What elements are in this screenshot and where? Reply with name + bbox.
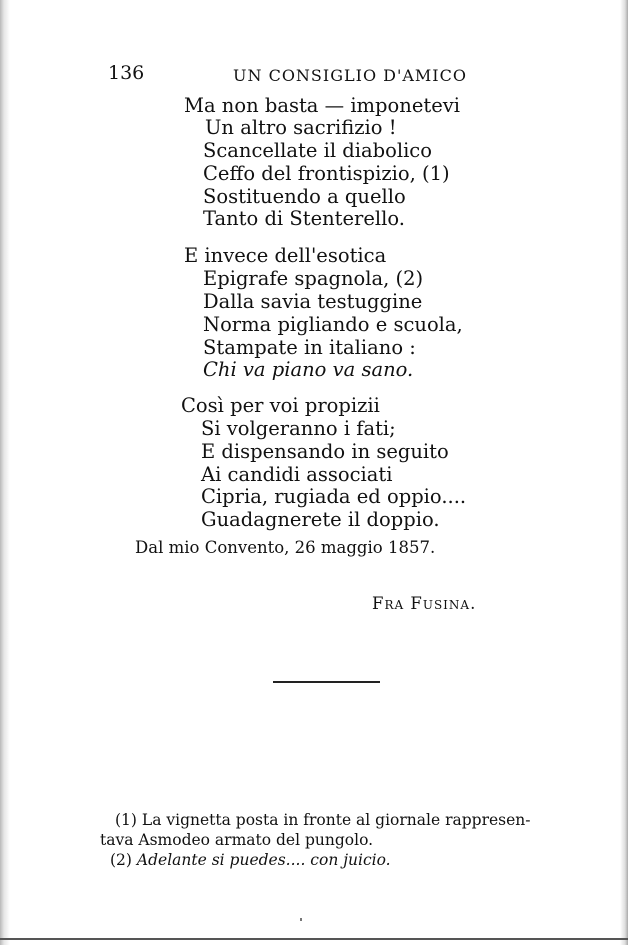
verse-line: E invece dell'esotica [184, 244, 387, 267]
dateline: Dal mio Convento, 26 maggio 1857. [135, 538, 436, 557]
verse-line: Dalla savia testuggine [203, 290, 423, 313]
verse-line: Così per voi propizii [181, 394, 380, 417]
footnote-text: La vignetta posta in fronte al giornale rappresen- [141, 811, 531, 829]
verse-line: Guadagnerete il doppio. [201, 508, 440, 531]
verse-line: Sostituendo a quello [203, 185, 406, 208]
signature: Fra Fusina. [372, 594, 477, 613]
footnote-marker: (1) [115, 811, 137, 829]
verse-line: Tanto di Stenterello. [203, 207, 405, 230]
footnote-1 [115, 811, 531, 829]
page-number: 136 [108, 62, 145, 84]
footnote-1-continuation: tava Asmodeo armato del pungolo. [100, 831, 374, 849]
verse-line: Norma pigliando e scuola, [203, 313, 463, 336]
verse-line-italic: Chi va piano va sano. [203, 358, 414, 381]
footnote-2 [110, 851, 391, 869]
verse-line: E dispensando in seguito [201, 440, 449, 463]
print-speck [300, 918, 302, 921]
running-title: UN CONSIGLIO D'AMICO [233, 66, 467, 85]
page-bottom-edge [0, 938, 628, 940]
footnote-text-italic: Adelante si puedes.... con juicio. [136, 851, 391, 869]
verse-line: Ma non basta — imponetevi [184, 94, 460, 117]
verse-line: Epigrafe spagnola, (2) [203, 267, 424, 290]
section-rule [273, 681, 380, 683]
verse-line: Si volgeranno i fati; [201, 417, 396, 440]
page-edge-right [620, 0, 628, 945]
verse-line: Stampate in italiano : [203, 336, 416, 359]
verse-line: Scancellate il diabolico [203, 139, 432, 162]
verse-line: Cipria, rugiada ed oppio.... [201, 485, 467, 508]
verse-line: Un altro sacrifizio ! [205, 116, 397, 139]
verse-line: Ai candidi associati [201, 463, 393, 486]
footnote-marker: (2) [110, 851, 132, 869]
page-edge-left [0, 0, 10, 945]
verse-line: Ceffo del frontispizio, (1) [203, 162, 450, 185]
